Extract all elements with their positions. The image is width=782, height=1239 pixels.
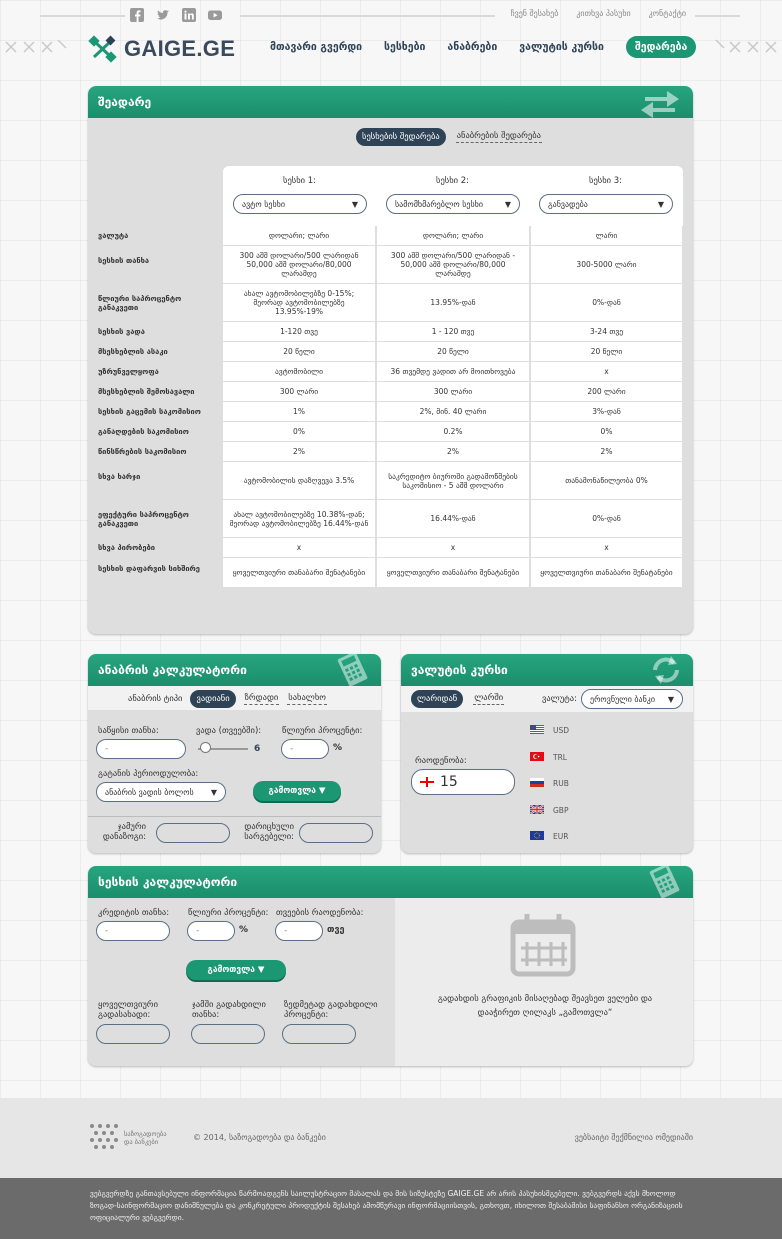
- monthly-payment-label: ყოველთვიური გადასახადი:: [98, 1000, 158, 1020]
- amount-input[interactable]: [411, 769, 515, 795]
- logo-text: GAIGE.GE: [124, 36, 236, 61]
- compare-cell: ავტომობილის დაზღვევა 3.5%: [223, 462, 375, 499]
- chevron-down-icon: ▼: [210, 787, 217, 797]
- compare-cell: 20 წელი: [531, 342, 682, 361]
- compare-cell: 20 წელი: [377, 342, 529, 361]
- compare-cell: 1-120 თვე: [223, 322, 375, 341]
- top-link-contact[interactable]: კონტაქტი: [648, 9, 686, 18]
- annual-rate-input[interactable]: [281, 739, 329, 759]
- compare-cell: 36 თვემდე ვადით არ მოითხოვება: [377, 362, 529, 381]
- compare-cell: 300-5000 ლარი: [531, 246, 682, 283]
- schedule-hint: გადახდის გრაფიკის მისაღებად შეავსეთ ველები და დააჭირეთ ღილაკს „გამოთვლა“: [437, 994, 653, 1018]
- compare-cell: 300 აშშ დოლარი/500 ლარიდან - 50,000 აშშ დოლარი/80,000 ლარამდე: [377, 246, 529, 283]
- calendar-icon: [507, 910, 579, 982]
- tab-to-gel[interactable]: ლარში: [474, 693, 504, 703]
- loan-rate-placeholder: -: [196, 926, 200, 936]
- compare-cell: ყოველთვიური თანაბარი შენატანები: [377, 558, 529, 587]
- top-bar: [0, 0, 782, 32]
- tab-growing[interactable]: ზრდადი: [244, 693, 279, 703]
- total-paid-output: [191, 1024, 265, 1044]
- compare-cell: 1%: [223, 402, 375, 421]
- compare-cell: 2%, მინ. 40 ლარი: [377, 402, 529, 421]
- decorative-pattern-right: [712, 36, 778, 58]
- compare-cell: 300 ლარი: [377, 382, 529, 401]
- compare-cell: x: [531, 538, 682, 557]
- top-divider-middle: [240, 15, 495, 17]
- disclaimer-bar: [0, 1178, 782, 1239]
- youtube-icon[interactable]: [208, 8, 222, 22]
- compare-cell: 16.44%-დან: [377, 500, 529, 537]
- calculator-icon: [335, 654, 371, 686]
- compare-cell: 2%: [377, 442, 529, 461]
- compare-cell: 0%: [531, 422, 682, 441]
- term-value: 6: [254, 744, 261, 754]
- currency-rate-row: [530, 805, 568, 816]
- disclaimer-text: ვებგვერდზე განთავსებული ინფორმაცია წარმოადგენს საილუსტრაციო მასალას და მის სიზუსტეზე GAIGE.GE არ არის პასუხისმგებელი. ვებგვერდს აქვს მხოლოდ ზოგად-საინფორმაციო დანიშნულება და კონკრეტული პროდუქტის შესახებ ამომწურავი ინფორმაციისთვის, გთხოვთ, იხილოთ შესაბამისი საფინანსო ორგანიზაციის ოფიციალური ვებგვერდი.: [90, 1189, 683, 1222]
- compare-row-label: სხვა პირობები: [98, 543, 156, 552]
- compare-cell: 3%-დან: [531, 402, 682, 421]
- credit-amount-input[interactable]: [96, 921, 170, 941]
- currency-title: ვალუტის კურსი: [411, 663, 508, 677]
- amount-label: რაოდენობა:: [415, 756, 467, 766]
- overpaid-interest-label: ზედმეტად გადახდილი პროცენტი:: [284, 1000, 378, 1020]
- compare-cell: დოლარი; ლარი: [377, 226, 529, 245]
- credit-amount-placeholder: -: [105, 926, 109, 936]
- annual-rate-label: წლიური პროცენტი:: [282, 726, 363, 736]
- compare-panel: [88, 86, 693, 634]
- gbp-flag-icon: [530, 805, 544, 816]
- top-divider-right: [695, 15, 740, 17]
- compare-cell: x: [377, 538, 529, 557]
- calculator-icon: [647, 866, 683, 898]
- currency-rate-row: [530, 752, 567, 763]
- tab-loan-compare[interactable]: სესხების შედარება: [356, 128, 446, 146]
- compare-cell: თანამონაწილეობა 0%: [531, 462, 682, 499]
- currency-rate-row: [530, 725, 569, 736]
- loan2-header: სესხი 2:: [436, 176, 470, 186]
- initial-amount-placeholder: -: [105, 744, 109, 754]
- compare-row-label: სესხის თანხა: [98, 256, 150, 265]
- periodicity-label: გატანის პერიოდულობა:: [98, 769, 199, 779]
- term-label: ვადა (თვეებში):: [196, 726, 262, 736]
- compare-cell: 20 წელი: [223, 342, 375, 361]
- currency-code: USD: [553, 726, 570, 735]
- compare-cell: ავტომობილი: [223, 362, 375, 381]
- bank-select[interactable]: [581, 689, 683, 709]
- loan2-select-value: სამომხმარებლო სესხი: [395, 199, 483, 209]
- decorative-pattern-left: [4, 36, 70, 58]
- compare-cell: დოლარი; ლარი: [223, 226, 375, 245]
- loan2-select[interactable]: [386, 194, 520, 214]
- nav-item-compare[interactable]: შედარება: [626, 36, 696, 58]
- compare-tabs: [356, 128, 542, 146]
- org-logo-icon: [88, 1122, 120, 1152]
- loan-rate-input[interactable]: [187, 921, 235, 941]
- credit-amount-label: კრედიტის თანხა:: [98, 908, 170, 918]
- loan1-select[interactable]: [233, 194, 367, 214]
- compare-title: შეადარე: [98, 95, 152, 109]
- months-count-input[interactable]: [275, 921, 323, 941]
- initial-amount-label: საწყისი თანხა:: [98, 726, 159, 736]
- rub-flag-icon: [530, 778, 544, 789]
- loan3-select[interactable]: [539, 194, 673, 214]
- top-divider-left: [40, 15, 125, 17]
- compare-cell: 0%-დან: [531, 284, 682, 321]
- compare-row-label: სესხის ვადა: [98, 327, 145, 336]
- top-link-about[interactable]: ჩვენ შესახებ: [510, 9, 559, 18]
- monthly-payment-output: [96, 1024, 170, 1044]
- loan-rate-label: წლიური პროცენტი:: [188, 908, 269, 918]
- compare-cell: 3-24 თვე: [531, 322, 682, 341]
- compare-cell: 0.2%: [377, 422, 529, 441]
- loan3-header: სესხი 3:: [589, 176, 623, 186]
- periodicity-value: ანაბრის ვადის ბოლოს: [105, 787, 194, 797]
- twitter-icon[interactable]: [156, 8, 170, 22]
- copyright: © 2014, საზოგადოება და ბანკები: [193, 1133, 326, 1142]
- compare-cell: 2%: [223, 442, 375, 461]
- loan1-select-value: ავტო სესხი: [242, 199, 285, 209]
- overpaid-interest-output: [282, 1024, 356, 1044]
- deposit-type-tabs: [128, 690, 327, 708]
- compare-row-label: სესხის დაფარვის სიხშირე: [98, 564, 200, 573]
- compare-cell: x: [531, 362, 682, 381]
- exchange-arrows-icon: [637, 88, 683, 118]
- compare-cell: ყოველთვიური თანაბარი შენატანები: [223, 558, 375, 587]
- month-unit: თვე: [327, 925, 345, 935]
- compare-cell: 200 ლარი: [531, 382, 682, 401]
- tab-from-gel[interactable]: ლარიდან: [411, 690, 463, 708]
- accrued-interest-label: დარიცხული სარგებელი:: [244, 822, 294, 842]
- usd-flag-icon: [530, 725, 544, 736]
- trl-flag-icon: [530, 752, 544, 763]
- compare-cell: 300 აშშ დოლარი/500 ლარიდან 50,000 აშშ დოლარი/80,000 ლარამდე: [223, 246, 375, 283]
- compare-cell: x: [223, 538, 375, 557]
- compare-row-label: მსესხებლის ასაკი: [98, 347, 168, 356]
- top-link-faq[interactable]: კითხვა პასუხი: [576, 9, 631, 18]
- compare-cell: ახალ ავტომობილებზე 10.38%-დან; მეორად ავტომობილებზე 16.44%-დან: [223, 500, 375, 537]
- currency-rate-row: [530, 778, 569, 789]
- total-savings-label: ჯამური დანაზოგი:: [102, 822, 146, 842]
- compare-row-label: მსესხებლის შემოსავალი: [98, 387, 195, 396]
- deposit-calculate-button[interactable]: გამოთვლა ▼: [253, 781, 341, 801]
- compare-row-label: უზრუნველყოფა: [98, 367, 159, 376]
- compare-cell: 1 - 120 თვე: [377, 322, 529, 341]
- accrued-interest-output: [299, 823, 373, 843]
- currency-label: ვალუტა:: [542, 694, 577, 704]
- loan3-select-value: განვადება: [548, 199, 588, 209]
- loan-calculator-title: სესხის კალკულატორი: [98, 875, 238, 889]
- main-nav: [270, 36, 696, 58]
- compare-cell: საკრედიტო ბიუროში გადამოწმების საკომისიო - 5 აშშ დოლარი: [377, 462, 529, 499]
- percent-sign: %: [239, 925, 249, 935]
- compare-row-label: წლიური საპროცენტო განაკვეთი: [98, 294, 182, 312]
- loan1-header: სესხი 1:: [283, 176, 317, 186]
- chevron-down-icon: ▼: [667, 694, 674, 704]
- initial-amount-input[interactable]: [96, 739, 186, 759]
- currency-code: TRL: [553, 752, 567, 762]
- bank-select-value: ეროვნული ბანკი: [590, 694, 655, 704]
- percent-sign: %: [333, 743, 343, 753]
- footer: [0, 1098, 782, 1178]
- compare-cell: ყოველთვიური თანაბარი შენატანები: [531, 558, 682, 587]
- chevron-down-icon: ▼: [657, 199, 664, 209]
- top-links: [510, 9, 686, 18]
- loan-calculate-button[interactable]: გამოთვლა ▼: [186, 960, 286, 980]
- currency-code: RUB: [553, 779, 569, 788]
- linkedin-icon[interactable]: [182, 8, 196, 22]
- compare-row-label: ეფექტური საპროცენტო განაკვეთი: [98, 510, 189, 528]
- org-name: საზოგადოება და ბანკები: [124, 1130, 167, 1146]
- annual-rate-placeholder: -: [290, 744, 294, 754]
- periodicity-select[interactable]: [96, 782, 226, 802]
- compare-row-label: ვალუტა: [98, 231, 129, 240]
- deposit-calculator-panel: [88, 654, 381, 853]
- compare-panel-header: [88, 86, 693, 118]
- loan-calculator-panel: [88, 866, 693, 1066]
- currency-code: GBP: [553, 805, 569, 815]
- compare-row-label: სხვა ხარჯი: [98, 472, 141, 481]
- currency-rate-row: [530, 831, 568, 842]
- compare-cell: 0%-დან: [531, 500, 682, 537]
- divider: [88, 816, 381, 817]
- compare-cell: ახალ ავტომობილებზე 0-15%; მეორად ავტომობილებზე 13.95%-19%: [223, 284, 375, 321]
- chevron-down-icon: ▼: [504, 199, 511, 209]
- eur-flag-icon: [530, 831, 544, 842]
- tab-deposit-compare[interactable]: ანაბრების შედარება: [456, 131, 541, 141]
- compare-row-label: სესხის გაცემის საკომისიო: [98, 407, 201, 416]
- compare-cell: ლარი: [531, 226, 682, 245]
- currency-panel: [401, 654, 693, 853]
- site-logo[interactable]: [88, 34, 235, 64]
- site-credit[interactable]: ვებსაიტი შექმნილია ომედიაში: [574, 1133, 693, 1142]
- loan-calculator-header: [88, 866, 693, 898]
- nav-item-home[interactable]: მთავარი გვერდი: [270, 41, 363, 53]
- months-count-label: თვეების რაოდენობა:: [276, 908, 364, 918]
- compare-row-label: განაღდების საკომისიო: [98, 427, 189, 436]
- deposit-calculator-title: ანაბრის კალკულატორი: [98, 663, 247, 677]
- compare-cell: 2%: [531, 442, 682, 461]
- currency-code: EUR: [553, 832, 569, 841]
- refresh-icon: [649, 654, 683, 686]
- compare-cell: 300 ლარი: [223, 382, 375, 401]
- deposit-calculator-header: [88, 654, 381, 686]
- payment-schedule-area: [395, 898, 693, 1066]
- months-count-placeholder: -: [284, 926, 288, 936]
- total-paid-label: ჯამში გადახდილი თანხა:: [192, 1000, 266, 1020]
- compare-row-label: წინსწრების საკომისიო: [98, 447, 187, 456]
- facebook-icon[interactable]: [130, 8, 144, 22]
- compare-cell: 0%: [223, 422, 375, 441]
- logo-icon: [88, 34, 118, 64]
- deposit-type-label: ანაბრის ტიპი: [128, 694, 183, 704]
- georgia-flag-icon: [420, 777, 434, 787]
- tab-public[interactable]: სახალხო: [288, 693, 326, 703]
- currency-panel-header: [401, 654, 693, 686]
- chevron-down-icon: ▼: [351, 199, 358, 209]
- nav-item-loans[interactable]: სესხები: [384, 41, 426, 53]
- nav-item-currency[interactable]: ვალუტის კურსი: [519, 41, 604, 53]
- currency-tabs: [411, 690, 504, 708]
- total-savings-output: [156, 823, 230, 843]
- tab-fixed-term[interactable]: ვადიანი: [190, 690, 235, 708]
- compare-cell: 13.95%-დან: [377, 284, 529, 321]
- term-slider-handle[interactable]: [200, 742, 211, 753]
- nav-item-deposits[interactable]: ანაბრები: [447, 41, 498, 53]
- amount-value: 15: [440, 774, 458, 790]
